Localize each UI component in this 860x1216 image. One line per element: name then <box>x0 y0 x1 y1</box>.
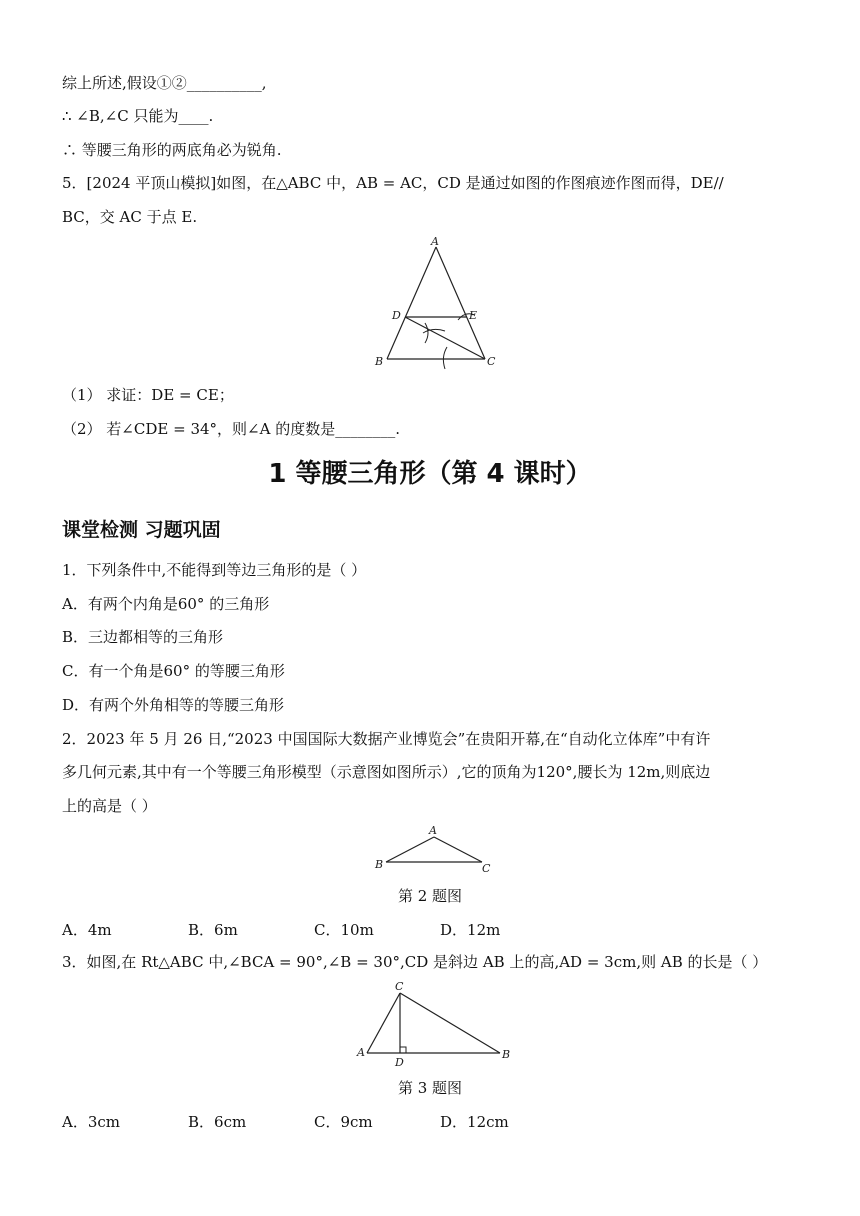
label-b: B <box>375 355 384 368</box>
segment-dc <box>405 317 485 359</box>
figure-q5-triangle <box>365 235 505 375</box>
question-3-option-d: D．12cm <box>440 1113 509 1131</box>
label-c: C <box>395 980 404 993</box>
side-ac <box>434 837 482 862</box>
question-2-option-a: A．4m <box>62 921 112 939</box>
question-1-option-c: C．有一个角是60° 的等腰三角形 <box>62 662 285 680</box>
question-5-stem-cont: BC，交 AC 于点 E. <box>62 208 198 226</box>
label-d: D <box>392 309 401 322</box>
lesson-title: 1 等腰三角形（第 4 课时） <box>268 459 592 489</box>
question-3-option-b: B．6cm <box>188 1113 247 1131</box>
text-line-conclusion: 综上所述,假设①②__________, <box>62 74 267 92</box>
label-c: C <box>482 862 491 875</box>
right-angle-mark <box>400 1047 406 1053</box>
side-cb <box>400 993 500 1053</box>
figure-q3-right-triangle <box>355 980 520 1070</box>
question-2-stem-line-2: 多几何元素,其中有一个等腰三角形模型（示意图如图所示）,它的顶角为120°,腰长为 12m,则底边 <box>62 763 711 781</box>
question-2-option-d: D．12m <box>440 921 501 939</box>
question-1-option-b: B．三边都相等的三角形 <box>62 628 224 646</box>
label-e: E <box>469 309 478 322</box>
question-2-option-b: B．6m <box>188 921 238 939</box>
label-b: B <box>502 1048 511 1061</box>
question-1-option-a: A．有两个内角是60° 的三角形 <box>62 595 270 613</box>
text-line-acute: ∴ 等腰三角形的两底角必为锐角. <box>62 141 282 159</box>
label-a: A <box>429 824 437 837</box>
label-a: A <box>357 1046 365 1059</box>
label-d: D <box>395 1056 404 1069</box>
figure-2-caption: 第 2 题图 <box>397 887 463 905</box>
label-c: C <box>487 355 496 368</box>
figure-q2-triangle <box>372 822 497 877</box>
question-5-part-2: （2） 若∠CDE = 34°，则∠A 的度数是________. <box>62 420 400 438</box>
side-ac <box>367 993 400 1053</box>
question-3-option-c: C．9cm <box>314 1113 373 1131</box>
question-2-stem-line-1: 2．2023 年 5 月 26 日,“2023 中国国际大数据产业博览会”在贵阳开幕,在“自动化立体库”中有许 <box>62 730 711 748</box>
arc-mark-4 <box>443 347 447 369</box>
question-3-stem: 3．如图,在 Rt△ABC 中,∠BCA = 90°,∠B = 30°,CD 是斜边 AB 上的高,AD = 3cm,则 AB 的长是（ ） <box>62 953 768 971</box>
question-1-option-d: D．有两个外角相等的等腰三角形 <box>62 696 285 714</box>
label-b: B <box>375 858 384 871</box>
section-heading: 课堂检测 习题巩固 <box>62 519 221 541</box>
question-2-option-c: C．10m <box>314 921 374 939</box>
question-1-stem: 1．下列条件中,不能得到等边三角形的是（ ） <box>62 561 367 579</box>
side-ba <box>386 837 434 862</box>
side-ab <box>387 247 436 359</box>
side-ac <box>436 247 485 359</box>
arc-mark-1 <box>425 323 428 343</box>
question-5-stem: 5．[2024 平顶山模拟]如图，在△ABC 中，AB = AC，CD 是通过如图的作图痕迹作图而得，DE// <box>62 174 724 192</box>
label-a: A <box>431 235 439 248</box>
question-5-part-1: （1） 求证：DE = CE； <box>62 386 234 404</box>
figure-3-caption: 第 3 题图 <box>397 1079 463 1097</box>
text-line-angles: ∴ ∠B,∠C 只能为____. <box>62 107 214 125</box>
question-2-stem-line-3: 上的高是（ ） <box>62 797 157 815</box>
question-3-option-a: A．3cm <box>62 1113 121 1131</box>
